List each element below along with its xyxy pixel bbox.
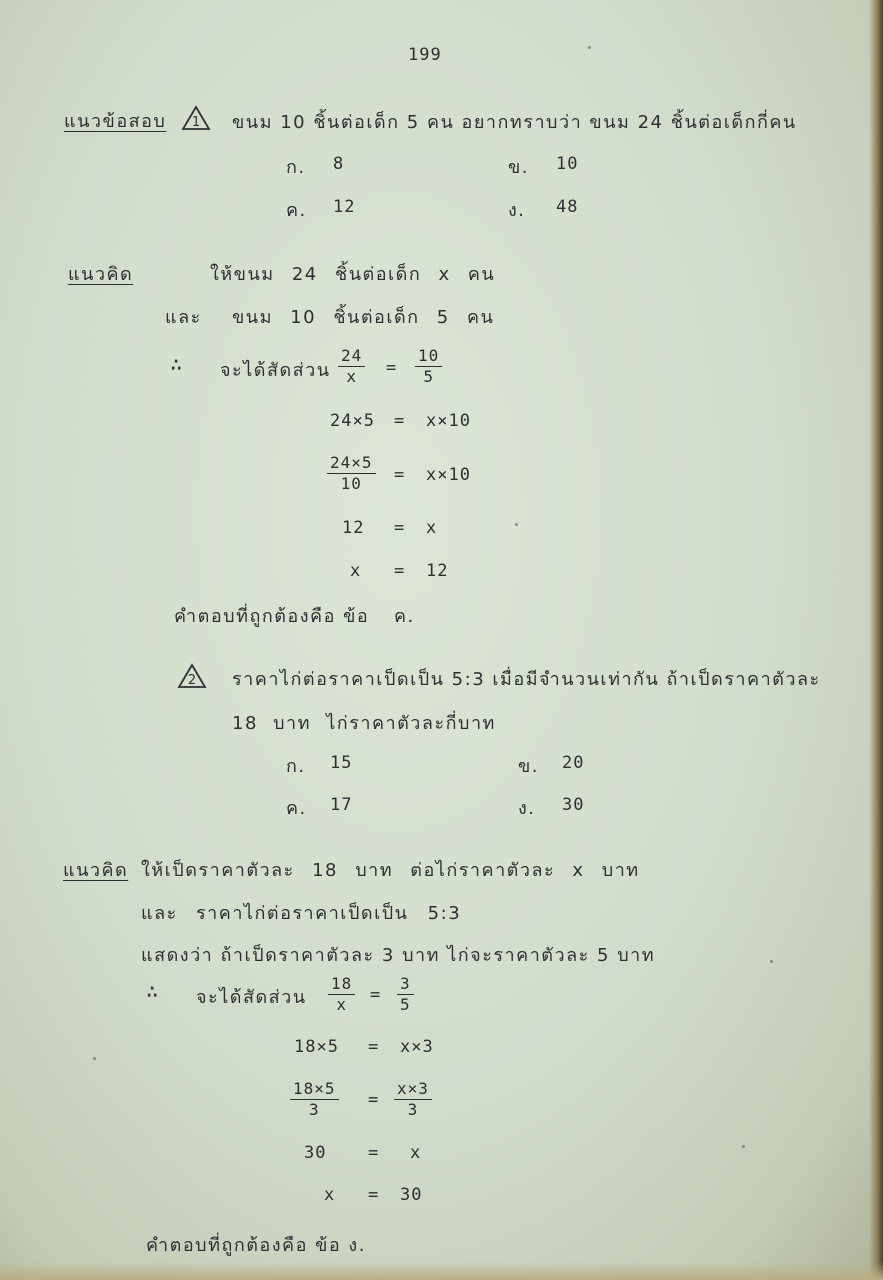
q2-eq2-rhs-num: x×3 xyxy=(394,1079,432,1100)
question-2-text-line-2: 18 บาท ไก่ราคาตัวละกี่บาท xyxy=(232,713,496,734)
q2-ratio-equals: = xyxy=(370,985,382,1005)
q2-choice-c-key: ค. xyxy=(286,798,307,819)
q2-eq1-rhs: x×3 xyxy=(400,1037,434,1057)
q1-choice-c-key: ค. xyxy=(286,200,307,221)
q2-therefore-symbol: ∴ xyxy=(146,979,162,1003)
q1-ratio-equals: = xyxy=(386,358,398,378)
q2-eq3-lhs: 30 xyxy=(304,1143,327,1163)
exam-guide-label: แนวข้อสอบ xyxy=(64,111,167,132)
q1-and-word: และ xyxy=(165,307,202,328)
paper-speck xyxy=(742,1145,745,1148)
q2-choice-d-value: 30 xyxy=(562,795,585,815)
q1-given-1: ให้ขนม 24 ชิ้นต่อเด็ก x คน xyxy=(210,264,496,285)
q2-choice-a-key: ก. xyxy=(286,756,306,777)
q1-eq3-lhs: 12 xyxy=(342,518,365,538)
q2-choice-b-value: 20 xyxy=(562,753,585,773)
page-edge-bottom xyxy=(0,1262,883,1280)
q2-choice-d-key: ง. xyxy=(518,798,536,819)
paper-speck xyxy=(588,46,591,49)
q2-eq4-lhs: x xyxy=(324,1185,336,1205)
q2-choice-c-value: 17 xyxy=(330,795,353,815)
question-1-text: ขนม 10 ชิ้นต่อเด็ก 5 คน อยากทราบว่า ขนม 24 ชิ้นต่อเด็กกี่คน xyxy=(232,112,797,133)
q1-eq1-lhs: 24×5 xyxy=(330,411,375,431)
q2-choice-b-key: ข. xyxy=(518,756,540,777)
question-2-triangle-icon xyxy=(178,664,206,688)
q1-choice-a-value: 8 xyxy=(333,154,345,174)
q1-eq2-equals: = xyxy=(394,465,406,485)
q1-eq4-equals: = xyxy=(394,561,406,581)
q2-eq4-rhs: 30 xyxy=(400,1185,423,1205)
q1-eq2-lhs-den: 10 xyxy=(340,474,362,493)
q2-eq3-equals: = xyxy=(368,1143,380,1163)
q1-ratio-right-den: 5 xyxy=(423,367,434,386)
q2-ratio-right-den: 5 xyxy=(400,995,411,1014)
q2-eq3-rhs: x xyxy=(410,1143,422,1163)
q1-eq4-rhs: 12 xyxy=(426,561,449,581)
q2-eq4-equals: = xyxy=(368,1185,380,1205)
q2-solution-label: แนวคิด xyxy=(63,860,129,881)
q2-eq2-lhs xyxy=(290,1079,339,1120)
q1-therefore-symbol: ∴ xyxy=(170,352,186,376)
page-number: 199 xyxy=(408,45,442,65)
q2-answer-text: คำตอบที่ถูกต้องคือ ข้อ ง. xyxy=(146,1235,366,1256)
q2-ratio-left-den: x xyxy=(336,995,347,1014)
paper-speck xyxy=(93,1057,96,1060)
q2-ratio-left xyxy=(328,974,355,1015)
question-2-text-line-1: ราคาไก่ต่อราคาเป็ดเป็น 5:3 เมื่อมีจำนวนเท่ากัน ถ้าเป็ดราคาตัวละ xyxy=(232,669,821,690)
q2-ratio-left-num: 18 xyxy=(328,974,355,995)
q1-eq3-equals: = xyxy=(394,518,406,538)
q2-eq2-equals: = xyxy=(368,1090,380,1110)
q1-choice-d-key: ง. xyxy=(508,200,526,221)
q1-choice-b-value: 10 xyxy=(556,154,579,174)
q1-eq2-rhs: x×10 xyxy=(426,465,471,485)
q2-proportion-text: จะได้สัดส่วน xyxy=(196,987,307,1008)
q2-and-word: และ xyxy=(141,903,178,924)
paper-speck xyxy=(770,960,773,963)
question-1-number: 1 xyxy=(191,115,201,130)
q1-ratio-left-den: x xyxy=(346,367,357,386)
q2-eq2-rhs-den: 3 xyxy=(407,1100,419,1119)
q2-eq2-lhs-den: 3 xyxy=(308,1100,320,1119)
q1-eq2-lhs-num: 24×5 xyxy=(327,453,376,474)
q1-proportion-text: จะได้สัดส่วน xyxy=(220,360,331,381)
q1-ratio-right xyxy=(415,346,442,387)
q1-answer-text: คำตอบที่ถูกต้องคือ ข้อ xyxy=(174,606,370,627)
page-edge-right xyxy=(869,0,883,1280)
q2-eq2-rhs xyxy=(394,1079,432,1120)
q1-choice-a-key: ก. xyxy=(286,157,306,178)
q2-ratio-right-num: 3 xyxy=(397,974,414,995)
question-2-number: 2 xyxy=(187,673,197,688)
question-1-triangle-icon xyxy=(182,106,210,130)
q2-ratio-right xyxy=(397,974,414,1015)
q1-solution-label: แนวคิด xyxy=(68,264,134,285)
q1-ratio-left xyxy=(338,346,365,387)
paper-speck xyxy=(515,523,518,526)
q2-eq1-lhs: 18×5 xyxy=(294,1037,339,1057)
q2-eq1-equals: = xyxy=(368,1037,380,1057)
q2-eq2-lhs-num: 18×5 xyxy=(290,1079,339,1100)
q1-eq4-lhs: x xyxy=(350,561,362,581)
q2-shows-text: แสดงว่า ถ้าเป็ดราคาตัวละ 3 บาท ไก่จะราคาตัวละ 5 บาท xyxy=(141,945,656,966)
q1-eq2-lhs xyxy=(327,453,376,494)
q1-eq3-rhs: x xyxy=(426,518,438,538)
q1-choice-c-value: 12 xyxy=(333,197,356,217)
q1-choice-b-key: ข. xyxy=(508,157,530,178)
q1-eq1-rhs: x×10 xyxy=(426,411,471,431)
q1-eq1-equals: = xyxy=(394,411,406,431)
q1-ratio-left-num: 24 xyxy=(338,346,365,367)
q1-choice-d-value: 48 xyxy=(556,197,579,217)
q1-ratio-right-num: 10 xyxy=(415,346,442,367)
q1-given-2: ขนม 10 ชิ้นต่อเด็ก 5 คน xyxy=(232,307,495,328)
q1-answer-choice: ค. xyxy=(394,606,415,627)
q2-given-1: ให้เป็ดราคาตัวละ 18 บาท ต่อไก่ราคาตัวละ x บาท xyxy=(141,860,640,881)
q2-given-2: ราคาไก่ต่อราคาเป็ดเป็น 5:3 xyxy=(196,903,462,924)
q2-choice-a-value: 15 xyxy=(330,753,353,773)
